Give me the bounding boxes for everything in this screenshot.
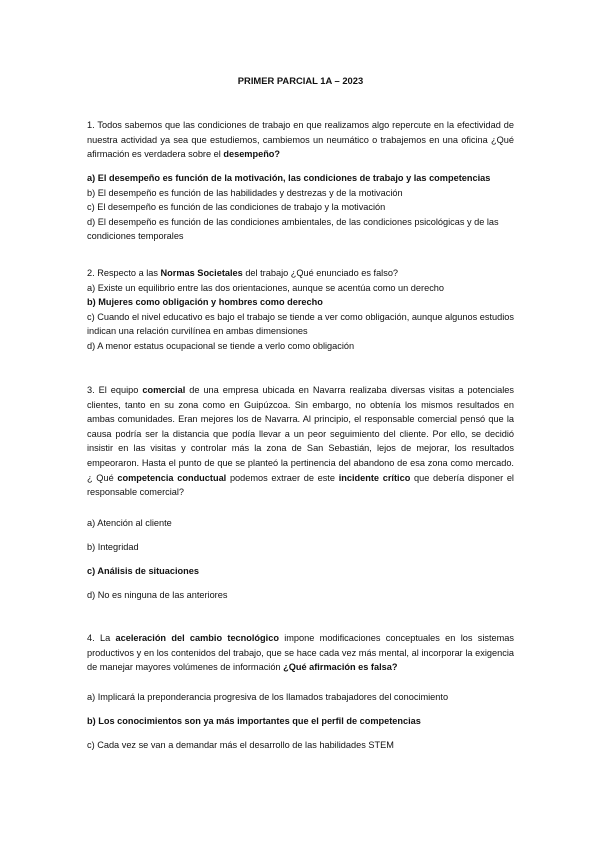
q3-keyword-1: comercial <box>142 385 186 395</box>
q4-keyword-2: ¿Qué afirmación es falsa? <box>283 662 398 673</box>
q1-text: 1. Todos sabemos que las condiciones de trabajo en que realizamos algo repercute en la efectividad de nuestra actividad ya sea que estudiemos, cambiemos un neumático o trabajemos en una oficina ¿Qué afirmación es verdadera sobre el <box>87 120 514 160</box>
q4-option-c: c) Cada vez se van a demandar más el desarrollo de las habilidades STEM <box>87 740 394 750</box>
q1-option-b: b) El desempeño es función de las habilidades y destrezas y de la motivación <box>87 187 403 198</box>
q4-option-b: b) Los conocimientos son ya más importantes que el perfil de competencias <box>87 716 421 726</box>
q4-option-a: a) Implicará la preponderancia progresiva de los llamados trabajadores del conocimiento <box>87 692 449 702</box>
question-1-options <box>87 171 514 244</box>
q2-option-d: d) A menor estatus ocupacional se tiende a verlo como obligación <box>87 340 355 351</box>
page-title: PRIMER PARCIAL 1A – 2023 <box>237 75 364 86</box>
q3-keyword-2: competencia conductual <box>117 472 227 483</box>
question-4-stem <box>87 631 514 675</box>
q3-option-c: c) Análisis de situaciones <box>87 566 199 576</box>
q1-option-c: c) El desempeño es función de las condiciones de trabajo y la motivación <box>87 202 386 213</box>
q1-option-d: d) El desempeño es función de las condiciones ambientales, de las condiciones psicológicas y de las condiciones temporales <box>87 216 499 242</box>
q4-text-2: impone modificaciones conceptuales en los sistemas productivos y en los contenidos del trabajo, que se hace cada vez más mental, al incorporar la exigencia de manejar mayores volúmenes de información <box>87 633 514 673</box>
q4-keyword-1: aceleración del cambio tecnológico <box>115 633 279 643</box>
q3-option-b: b) Integridad <box>87 542 139 552</box>
q2-keyword: Normas Societales <box>160 268 243 278</box>
q3-text-2: de una empresa ubicada en Navarra realizaba diversas visitas a potenciales clientes, tanto en su zona como en Guipúzcoa. Sin embargo, no obtenía los mismos resultados en ambas comunidades. Eran mejores los de Navarra. Al principio, el responsable comercial pensó que la causa podría ser la distancia que podía llevar a un peor seguimiento del cliente. Por ello, se decidió insistir en las visitas y controlar más la zona de San Sebastián, lejos de mejorar, los resultados empeoraron. Hasta el punto de que se planteó la pertinencia del abandono de esa zona como mercado. ¿ Qué <box>87 385 514 483</box>
q3-keyword-3: incidente crítico <box>338 472 411 483</box>
q2-option-a: a) Existe un equilibrio entre las dos orientaciones, aunque se acentúa como un derecho <box>87 282 445 293</box>
q1-option-a: a) El desempeño es función de la motivación, las condiciones de trabajo y las competencias <box>87 173 491 183</box>
q3-option-a: a) Atención al cliente <box>87 518 172 528</box>
question-3 <box>87 383 514 500</box>
q3-option-d: d) No es ninguna de las anteriores <box>87 590 228 600</box>
q2-option-c: c) Cuando el nivel educativo es bajo el trabajo se tiende a ver como obligación, aunque algunos estudios indican una relación curvilínea en ambas dimensiones <box>87 311 514 337</box>
q3-text-3: podemos extraer de este <box>226 472 339 483</box>
question-1-stem <box>87 118 514 162</box>
question-2 <box>87 266 514 354</box>
question-4 <box>87 631 514 675</box>
q3-text-1: 3. El equipo <box>87 385 143 395</box>
question-2-stem <box>87 266 514 281</box>
q2-option-b: b) Mujeres como obligación y hombres como derecho <box>87 297 323 308</box>
q2-text-1: 2. Respecto a las <box>87 268 161 278</box>
question-1 <box>87 118 514 162</box>
q3-text-4: que debería disponer el responsable comercial? <box>87 472 514 498</box>
q1-keyword: desempeño? <box>223 149 281 160</box>
q4-text-1: 4. La <box>87 633 116 643</box>
q2-text-2: del trabajo ¿Qué enunciado es falso? <box>242 268 399 278</box>
question-3-stem <box>87 383 514 500</box>
